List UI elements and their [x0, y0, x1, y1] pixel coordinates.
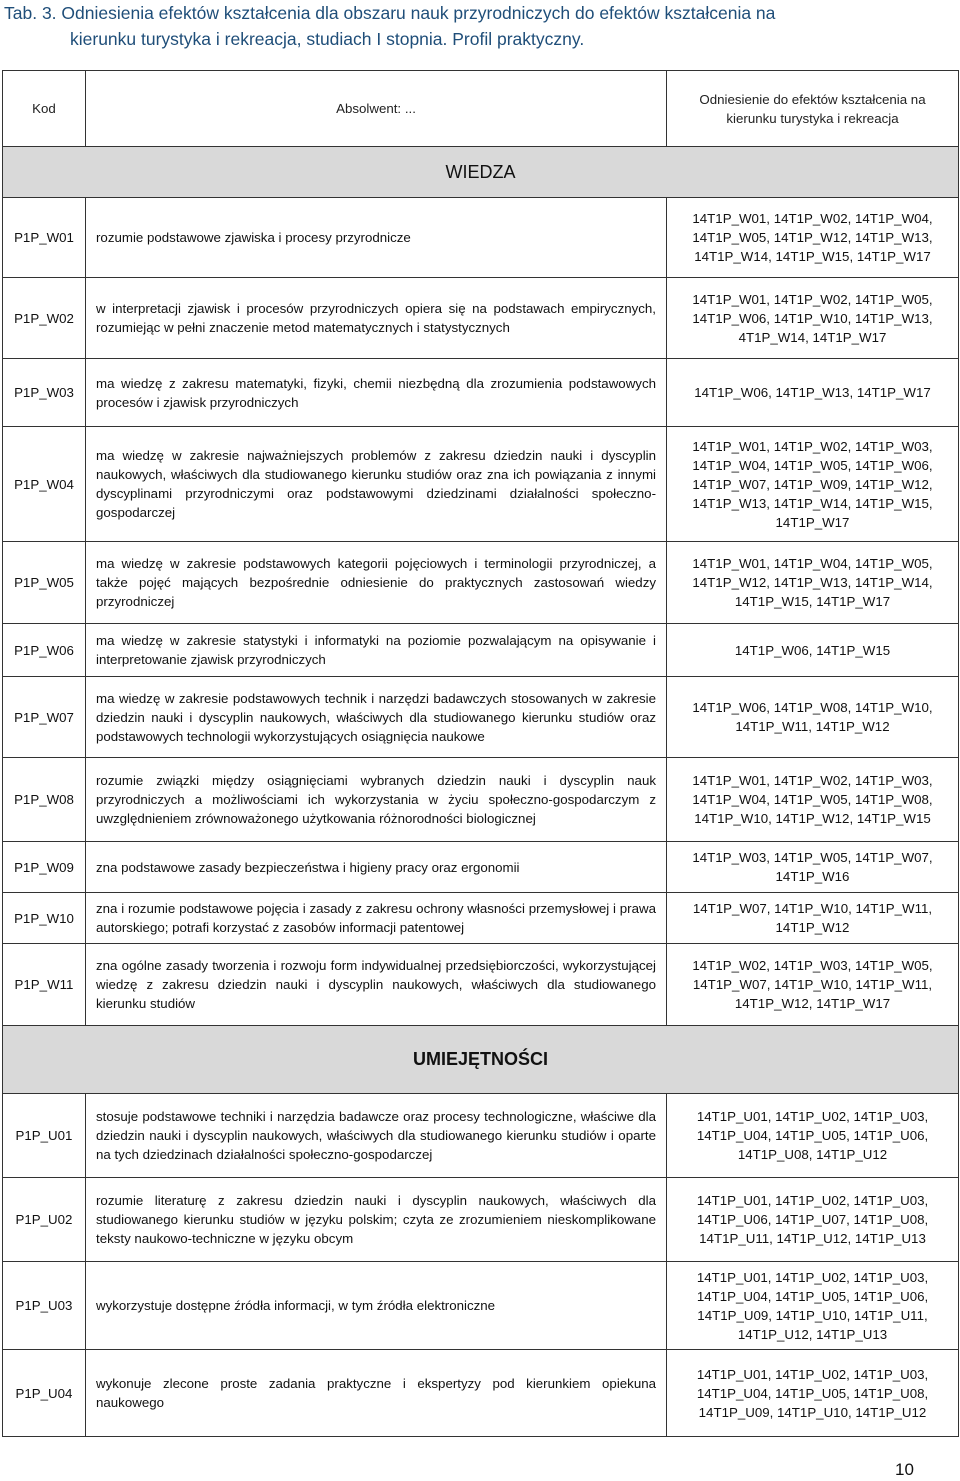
table-row: [3, 677, 959, 758]
outcome-code: P1P_W03: [3, 359, 86, 427]
outcome-references: 14T1P_W01, 14T1P_W02, 14T1P_W05, 14T1P_W06, 14T1P_W10, 14T1P_W13, 4T1P_W14, 14T1P_W17: [667, 278, 959, 359]
outcome-code: P1P_W10: [3, 893, 86, 944]
table-row: [3, 1350, 959, 1437]
outcome-description: rozumie literaturę z zakresu dziedzin nauki i dyscyplin naukowych, właściwych dla studiowanego kierunku studiów w języku polskim; czyta ze zrozumieniem nieskomplikowane teksty naukowo-techniczne w języku obcym: [86, 1178, 667, 1262]
outcome-code: P1P_U01: [3, 1094, 86, 1178]
outcome-description: wykorzystuje dostępne źródła informacji, w tym źródła elektroniczne: [86, 1262, 667, 1350]
learning-outcomes-table: [2, 70, 959, 1437]
outcome-references: 14T1P_U01, 14T1P_U02, 14T1P_U03, 14T1P_U04, 14T1P_U05, 14T1P_U08, 14T1P_U09, 14T1P_U10, 14T1P_U12: [667, 1350, 959, 1437]
outcome-references: 14T1P_W06, 14T1P_W13, 14T1P_W17: [667, 359, 959, 427]
outcome-description: rozumie związki między osiągnięciami wybranych dziedzin nauki i dyscyplin nauk przyrodniczych a możliwościami ich wykorzystania w życiu społeczno-gospodarczym z uwzględnieniem zrównoważonego użytkowania różnorodności biologicznej: [86, 758, 667, 842]
outcome-description: ma wiedzę z zakresu matematyki, fizyki, chemii niezbędną dla zrozumienia podstawowych procesów i zjawisk przyrodniczych: [86, 359, 667, 427]
caption-line-1: Tab. 3. Odniesienia efektów kształcenia dla obszaru nauk przyrodniczych do efektów kształcenia na: [4, 3, 776, 23]
table-row: [3, 1094, 959, 1178]
outcome-description: wykonuje zlecone proste zadania praktyczne i ekspertyzy pod kierunkiem opiekuna naukowego: [86, 1350, 667, 1437]
outcome-description: ma wiedzę w zakresie statystyki i informatyki na poziomie pozwalającym na opisywanie i interpretowanie zjawisk przyrodniczych: [86, 624, 667, 677]
outcome-code: P1P_W07: [3, 677, 86, 758]
table-row: [3, 1178, 959, 1262]
table-row: [3, 624, 959, 677]
section-row-wiedza: [3, 147, 959, 198]
outcome-code: P1P_U04: [3, 1350, 86, 1437]
section-title-umiejetnosci: UMIEJĘTNOŚCI: [3, 1026, 959, 1094]
page-number: 10: [895, 1460, 914, 1479]
table-row: [3, 542, 959, 624]
table-row: [3, 427, 959, 542]
outcome-code: P1P_W06: [3, 624, 86, 677]
outcome-references: 14T1P_U01, 14T1P_U02, 14T1P_U03, 14T1P_U06, 14T1P_U07, 14T1P_U08, 14T1P_U11, 14T1P_U12, 14T1P_U13: [667, 1178, 959, 1262]
outcome-description: ma wiedzę w zakresie najważniejszych problemów z zakresu dziedzin nauki i dyscyplin naukowych, właściwych dla studiowanego kierunku studiów oraz zna ich powiązania z innymi dyscyplinami przyrodniczymi oraz podstawowymi dziedzinami działalności społeczno-gospodarczej: [86, 427, 667, 542]
outcome-references: 14T1P_W03, 14T1P_W05, 14T1P_W07, 14T1P_W16: [667, 842, 959, 893]
table-row: [3, 1262, 959, 1350]
outcome-references: 14T1P_W02, 14T1P_W03, 14T1P_W05, 14T1P_W07, 14T1P_W10, 14T1P_W11, 14T1P_W12, 14T1P_W17: [667, 944, 959, 1026]
table-row: [3, 278, 959, 359]
outcome-code: P1P_W04: [3, 427, 86, 542]
table-row: [3, 944, 959, 1026]
table-row: [3, 198, 959, 278]
header-row: [3, 71, 959, 147]
outcome-description: zna i rozumie podstawowe pojęcia i zasady z zakresu ochrony własności przemysłowej i prawa autorskiego; potrafi korzystać z zasobów informacji patentowej: [86, 893, 667, 944]
outcome-code: P1P_U02: [3, 1178, 86, 1262]
outcome-description: zna podstawowe zasady bezpieczeństwa i higieny pracy oraz ergonomii: [86, 842, 667, 893]
outcome-references: 14T1P_W01, 14T1P_W02, 14T1P_W04, 14T1P_W05, 14T1P_W12, 14T1P_W13, 14T1P_W14, 14T1P_W15, 14T1P_W17: [667, 198, 959, 278]
outcome-references: 14T1P_U01, 14T1P_U02, 14T1P_U03, 14T1P_U04, 14T1P_U05, 14T1P_U06, 14T1P_U08, 14T1P_U12: [667, 1094, 959, 1178]
caption-line-2: kierunku turystyka i rekreacja, studiach I stopnia. Profil praktyczny.: [70, 29, 585, 49]
outcome-references: 14T1P_U01, 14T1P_U02, 14T1P_U03, 14T1P_U04, 14T1P_U05, 14T1P_U06, 14T1P_U09, 14T1P_U10, 14T1P_U11, 14T1P_U12, 14T1P_U13: [667, 1262, 959, 1350]
outcome-description: ma wiedzę w zakresie podstawowych kategorii pojęciowych i terminologii przyrodniczej, a także pojęć mających bezpośrednie odniesienie do praktycznych zastosowań wiedzy przyrodniczej: [86, 542, 667, 624]
table-row: [3, 359, 959, 427]
outcome-description: rozumie podstawowe zjawiska i procesy przyrodnicze: [86, 198, 667, 278]
outcome-description: w interpretacji zjawisk i procesów przyrodniczych opiera się na podstawach empirycznych, rozumiejąc w pełni znaczenie metod matematycznych i statystycznych: [86, 278, 667, 359]
outcome-description: ma wiedzę w zakresie podstawowych technik i narzędzi badawczych stosowanych w zakresie dziedzin nauki i dyscyplin naukowych, właściwych dla studiowanego kierunku studiów oraz podstawowych technologii wykorzystujących osiągnięcia naukowe: [86, 677, 667, 758]
outcome-code: P1P_U03: [3, 1262, 86, 1350]
outcome-references: 14T1P_W06, 14T1P_W08, 14T1P_W10, 14T1P_W11, 14T1P_W12: [667, 677, 959, 758]
outcome-code: P1P_W09: [3, 842, 86, 893]
section-row-umiejetnosci: [3, 1026, 959, 1094]
outcome-code: P1P_W05: [3, 542, 86, 624]
outcome-code: P1P_W01: [3, 198, 86, 278]
outcome-references: 14T1P_W07, 14T1P_W10, 14T1P_W11, 14T1P_W12: [667, 893, 959, 944]
outcome-references: 14T1P_W01, 14T1P_W04, 14T1P_W05, 14T1P_W12, 14T1P_W13, 14T1P_W14, 14T1P_W15, 14T1P_W17: [667, 542, 959, 624]
outcome-description: stosuje podstawowe techniki i narzędzia badawcze oraz procesy technologiczne, właściwe dla dziedzin nauki i dyscyplin naukowych, właściwych dla studiowanego kierunku studiów i oparte na tych dziedzinach działalności społeczno-gospodarczej: [86, 1094, 667, 1178]
outcome-references: 14T1P_W06, 14T1P_W15: [667, 624, 959, 677]
outcome-references: 14T1P_W01, 14T1P_W02, 14T1P_W03, 14T1P_W04, 14T1P_W05, 14T1P_W08, 14T1P_W10, 14T1P_W12, 14T1P_W15: [667, 758, 959, 842]
table-caption: [4, 0, 954, 52]
header-graduate: Absolwent: ...: [86, 71, 667, 147]
outcome-description: zna ogólne zasady tworzenia i rozwoju form indywidualnej przedsiębiorczości, wykorzystującej wiedzę z zakresu dziedzin nauki i dyscyplin naukowych, właściwych dla studiowanego kierunku studiów: [86, 944, 667, 1026]
header-reference: Odniesienie do efektów kształcenia na kierunku turystyka i rekreacja: [667, 71, 959, 147]
table-row: [3, 893, 959, 944]
outcome-code: P1P_W02: [3, 278, 86, 359]
outcome-code: P1P_W08: [3, 758, 86, 842]
section-title-wiedza: WIEDZA: [3, 147, 959, 198]
outcome-references: 14T1P_W01, 14T1P_W02, 14T1P_W03, 14T1P_W04, 14T1P_W05, 14T1P_W06, 14T1P_W07, 14T1P_W09, 14T1P_W12, 14T1P_W13, 14T1P_W14, 14T1P_W15, 14T1P_W17: [667, 427, 959, 542]
outcome-code: P1P_W11: [3, 944, 86, 1026]
table-row: [3, 758, 959, 842]
header-code: Kod: [3, 71, 86, 147]
table-row: [3, 842, 959, 893]
